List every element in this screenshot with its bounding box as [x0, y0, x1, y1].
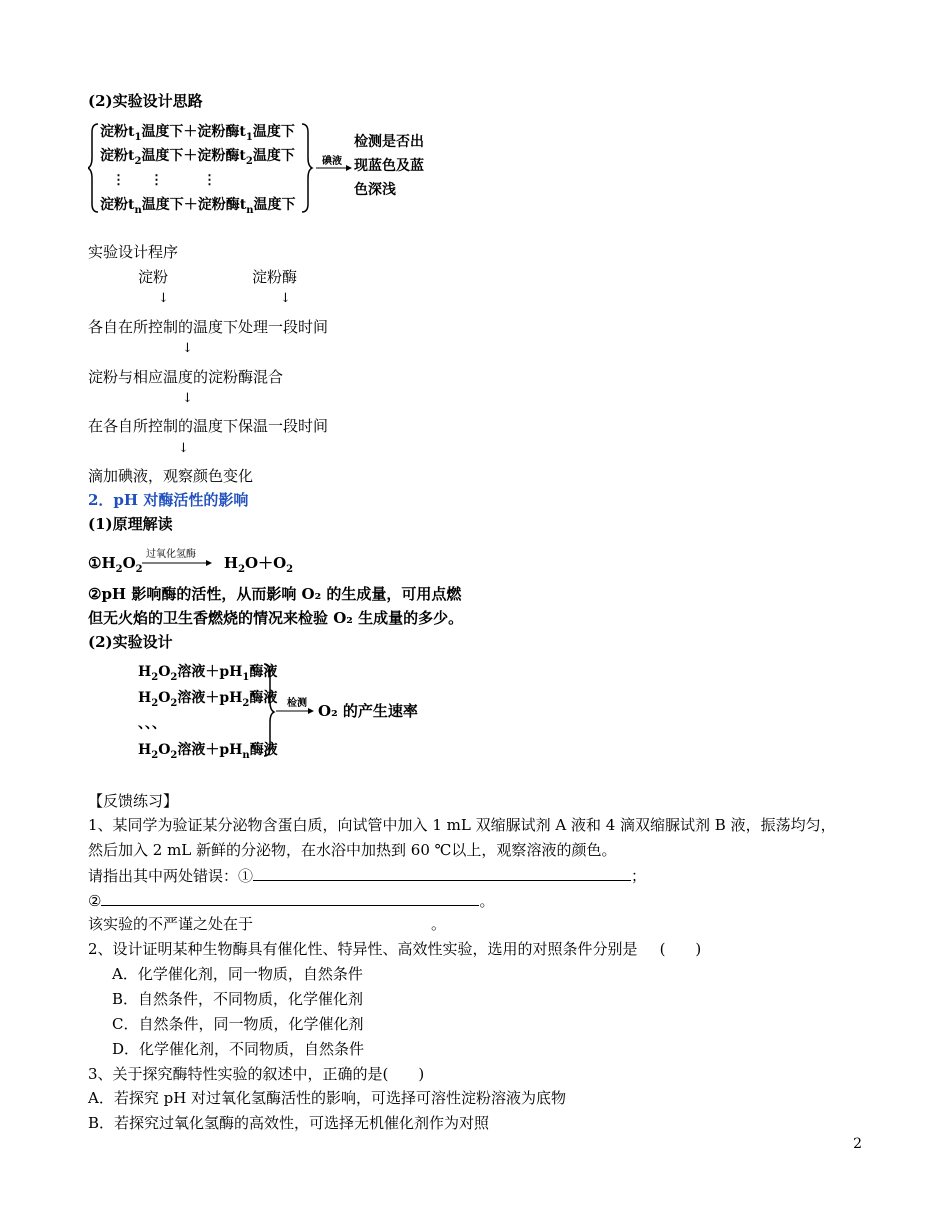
section-2-title: 2．pH 对酶活性的影响: [88, 491, 249, 509]
q3-stem: 3、关于探究酶特性实验的叙述中，正确的是( ): [88, 1065, 425, 1083]
principle-2-line-1: ②pH 影响酶的活性，从而影响 O₂ 的生成量，可用点燃: [88, 585, 462, 603]
q2-option-d[interactable]: D．化学催化剂，不同物质，自然条件: [112, 1040, 365, 1058]
reaction-equation: $①H_2O_2$ $H_2O+O_2$: [88, 554, 294, 575]
q1-line-5: 该实验的不严谨之处在于 。: [88, 915, 447, 933]
page-number: 2: [853, 1136, 862, 1152]
q2-option-a[interactable]: A．化学催化剂，同一物质，自然条件: [112, 965, 363, 983]
down-arrow-icon: ↓: [182, 391, 193, 406]
diagram1-row-1: 淀粉$t_1$温度下＋淀粉酶$t_1$温度下: [100, 124, 295, 143]
procedure-step-4: 滴加碘液，观察颜色变化: [88, 467, 254, 485]
down-arrow-icon: ↓: [158, 291, 169, 306]
diagram2-arrow-label: 检测: [287, 698, 307, 709]
down-arrow-icon: ↓: [178, 441, 189, 456]
procedure-starch: 淀粉: [138, 268, 169, 286]
diagram1-dots-3: ⋮: [203, 173, 216, 188]
q1-line-2: 然后加入 2 mL 新鲜的分泌物，在水浴中加热到 60 ℃以上，观察溶液的颜色。: [88, 841, 617, 859]
diagram2-row-3: $H_2O_2$溶液$+pH_n$酶液: [138, 742, 278, 761]
down-arrow-icon: ↓: [182, 341, 193, 356]
diagram1-row-2: 淀粉$t_2$温度下＋淀粉酶$t_2$温度下: [100, 148, 295, 167]
feedback-title: 【反馈练习】: [88, 792, 179, 810]
diagram1-dots-2: ⋮: [150, 173, 163, 188]
section-design-title: (2)实验设计思路: [88, 92, 203, 110]
diagram1-dots-1: ⋮: [112, 173, 125, 188]
answer-blank-2[interactable]: [101, 890, 479, 906]
q3-option-b[interactable]: B．若探究过氧化氢酶的高效性，可选择无机催化剂作为对照: [88, 1114, 490, 1132]
right-brace-icon: [262, 660, 276, 760]
diagram2-result: O₂ 的产生速率: [318, 702, 418, 720]
diagram1-result-1: 检测是否出: [354, 134, 424, 150]
right-arrow-icon: [276, 707, 318, 715]
procedure-step-1: 各自在所控制的温度下处理一段时间: [88, 318, 329, 336]
answer-blank-1[interactable]: [253, 865, 631, 881]
principle-title: (1)原理解读: [88, 515, 173, 533]
diagram1-row-3: 淀粉$t_n$温度下＋淀粉酶$t_n$温度下: [100, 197, 296, 216]
q3-option-a[interactable]: A．若探究 pH 对过氧化氢酶活性的影响，可选择可溶性淀粉溶液为底物: [88, 1089, 567, 1107]
diagram1-result-3: 色深浅: [354, 182, 396, 198]
principle-2-line-2: 但无火焰的卫生香燃烧的情况来检验 O₂ 生成量的多少。: [88, 609, 464, 627]
q2-option-b[interactable]: B．自然条件，不同物质，化学催化剂: [112, 990, 364, 1008]
procedure-amylase: 淀粉酶: [252, 268, 298, 286]
diagram2-row-2: $H_2O_2$溶液$+pH_2$酶液: [138, 690, 278, 709]
diagram1-arrow-label: 碘液: [322, 156, 342, 167]
down-arrow-icon: ↓: [280, 291, 291, 306]
q1-line-3: 请指出其中两处错误：① ；: [88, 867, 647, 885]
diagram2-row-1: $H_2O_2$溶液$+pH_1$酶液: [138, 664, 278, 683]
q1-line-1: 1、某同学为验证某分泌物含蛋白质，向试管中加入 1 mL 双缩脲试剂 A 液和 4 滴双缩脲试剂 B 液，振荡均匀，: [88, 816, 836, 834]
procedure-step-2: 淀粉与相应温度的淀粉酶混合: [88, 368, 284, 386]
procedure-step-3: 在各自所控制的温度下保温一段时间: [88, 417, 329, 435]
reaction-catalyst-label: 过氧化氢酶: [146, 549, 196, 560]
q2-answer-paren[interactable]: ( ): [659, 940, 702, 958]
q2-stem: 2、设计证明某种生物酶具有催化性、特异性、高效性实验，选用的对照条件分别是 ( ): [88, 940, 702, 958]
right-arrow-icon: [316, 164, 356, 172]
diagram2-ellipsis: 、、、: [138, 716, 166, 732]
q1-line-4: ② 。: [88, 892, 495, 910]
diagram1-result-2: 现蓝色及蓝: [354, 158, 424, 174]
design-2-title: (2)实验设计: [88, 633, 173, 651]
procedure-title: 实验设计程序: [88, 243, 179, 261]
q2-option-c[interactable]: C．自然条件，同一物质，化学催化剂: [112, 1015, 364, 1033]
right-arrow-icon: [142, 559, 216, 567]
